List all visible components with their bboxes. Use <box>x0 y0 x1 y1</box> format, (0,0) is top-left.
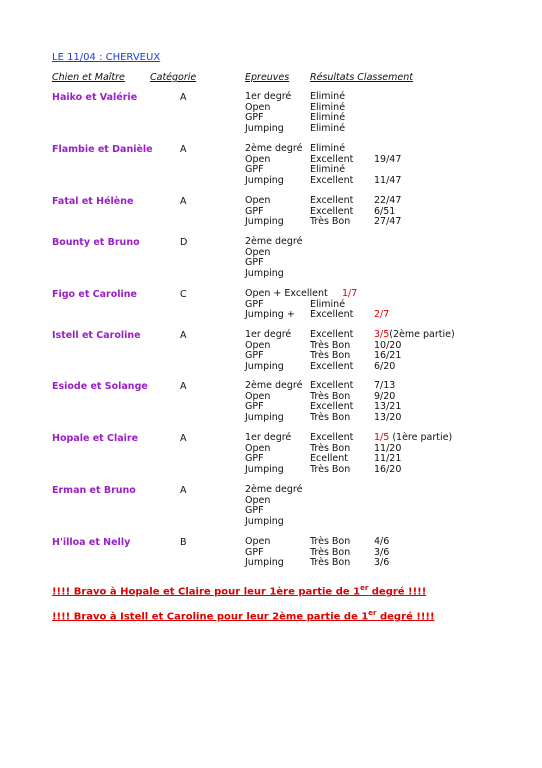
team-name: Hopale et Claire <box>52 433 139 444</box>
page-title: LE 11/04 : CHERVEUX <box>52 52 161 63</box>
result <box>310 413 353 424</box>
event-value: Open <box>245 195 271 206</box>
event-value: GPF <box>245 112 264 123</box>
result-value: Excellent <box>310 153 354 165</box>
event-column <box>245 433 291 475</box>
result-value: Très Bon <box>310 350 351 361</box>
team-category: B <box>180 537 187 548</box>
rank-note: (1ère partie) <box>389 432 453 443</box>
event <box>245 362 291 373</box>
team-name: Bounty et Bruno <box>52 237 140 248</box>
team-category: A <box>180 330 187 341</box>
result-column <box>310 330 353 372</box>
result-value: Eliminé <box>310 298 346 310</box>
result-value: Ecellent <box>310 453 348 464</box>
event-value: 2ème degré <box>245 380 303 391</box>
rank-column <box>342 289 389 321</box>
event-value: Open <box>245 494 271 506</box>
result-value: Excellent <box>310 380 354 391</box>
rank-column <box>374 196 401 228</box>
rank <box>374 465 452 476</box>
rank-note: (2ème partie) <box>389 329 455 340</box>
rank-column <box>374 330 455 372</box>
rank-value: 7/13 <box>374 380 396 391</box>
event-value: Jumping <box>245 360 284 372</box>
result-value: Excellent <box>310 174 354 186</box>
event-value: Jumping <box>245 122 284 134</box>
footer-text: !!!! Bravo à Hopale et Claire pour leur 1ère partie de 1 <box>52 586 361 598</box>
header-dog-owner: Chien et Maître <box>52 72 125 83</box>
event-value: Open <box>245 153 271 165</box>
event-value: 1er degré <box>245 91 292 102</box>
footer-text: !!!! Bravo à Istell et Caroline pour leur 2ème partie de 1 <box>52 611 369 623</box>
event-value: Open + Excellent <box>245 288 328 299</box>
rank-value: 27/47 <box>374 216 402 227</box>
rank-column <box>374 381 401 423</box>
header-category: Catégorie <box>150 72 197 83</box>
event-column <box>245 381 302 423</box>
rank <box>374 176 401 187</box>
rank-value: 3/6 <box>374 546 390 558</box>
rank-value: 6/51 <box>374 205 396 217</box>
result-value: Excellent <box>310 360 354 372</box>
team-category: A <box>180 92 187 103</box>
rank-column <box>374 433 452 475</box>
event-value: Jumping <box>245 174 284 186</box>
team-name: Erman et Bruno <box>52 485 136 496</box>
event-value: GPF <box>245 401 264 412</box>
rank-value: 2/7 <box>374 309 390 320</box>
rank-value: 10/20 <box>374 339 402 351</box>
event-value: Open <box>245 442 271 454</box>
event <box>245 269 302 280</box>
event-column <box>245 485 302 527</box>
result-value: Excellent <box>310 401 354 412</box>
team-category: A <box>180 144 187 155</box>
rank-value: 3/5 <box>374 329 390 340</box>
event <box>245 217 284 228</box>
event-value: GPF <box>245 205 264 217</box>
result-column <box>310 537 350 569</box>
event-value: Jumping <box>245 267 284 279</box>
team-name: Figo et Caroline <box>52 289 137 300</box>
event-value: 2ème degré <box>245 143 303 154</box>
team-name: Fatal et Hélène <box>52 196 134 207</box>
rank-value: 1/7 <box>342 288 358 299</box>
event <box>245 124 291 135</box>
rank-value: 6/20 <box>374 360 396 372</box>
result-value: Eliminé <box>310 143 346 154</box>
team-category: A <box>180 381 187 392</box>
result-value: Eliminé <box>310 164 346 175</box>
event-value: Jumping + <box>245 309 295 320</box>
result-value: Très Bon <box>310 216 351 227</box>
event-value: GPF <box>245 453 264 464</box>
event-column <box>245 196 284 228</box>
result-value: Eliminé <box>310 112 346 123</box>
rank <box>374 217 401 228</box>
result-value: Très Bon <box>310 390 351 402</box>
rank-value: 16/20 <box>374 463 402 475</box>
result-value: Très Bon <box>310 546 351 558</box>
rank-column <box>374 144 401 186</box>
rank-value: 9/20 <box>374 390 396 402</box>
rank-value: 4/6 <box>374 536 390 547</box>
rank-value: 1/5 <box>374 432 390 443</box>
result-value: Excellent <box>310 205 354 217</box>
result-value: Très Bon <box>310 411 351 423</box>
rank <box>374 558 389 569</box>
event-value: 2ème degré <box>245 236 303 247</box>
result <box>310 217 353 228</box>
event-column <box>245 330 291 372</box>
rank-column <box>374 537 389 569</box>
team-name: Flambie et Danièle <box>52 144 153 155</box>
event-value: Jumping <box>245 411 284 423</box>
result-column <box>310 144 353 186</box>
result <box>310 176 353 187</box>
result <box>310 124 345 135</box>
footer-sup: er <box>368 609 377 617</box>
event-value: 1er degré <box>245 329 292 340</box>
team-category: C <box>180 289 187 300</box>
event-column <box>245 92 291 134</box>
header-events: Epreuves <box>245 72 290 83</box>
rank <box>342 289 389 300</box>
result-value: Très Bon <box>310 463 351 475</box>
result-value: Très Bon <box>310 557 351 568</box>
event-value: Open <box>245 390 271 402</box>
result-value: Eliminé <box>310 122 346 134</box>
event <box>245 413 302 424</box>
rank-value: 13/21 <box>374 401 402 412</box>
event-value: Jumping <box>245 515 284 527</box>
result-column <box>310 381 353 423</box>
event-value: GPF <box>245 257 264 268</box>
event-value: 2ème degré <box>245 484 303 495</box>
event-value: Open <box>245 101 271 113</box>
event-column <box>245 237 302 279</box>
rank-value: 16/21 <box>374 350 402 361</box>
event-value: Jumping <box>245 463 284 475</box>
footer-congrats-1 <box>52 584 426 597</box>
result <box>310 362 353 373</box>
footer-congrats-2 <box>52 609 435 622</box>
result-value: Excellent <box>310 329 354 340</box>
team-category: A <box>180 485 187 496</box>
event-value: GPF <box>245 164 264 175</box>
event <box>245 465 291 476</box>
event-column <box>245 537 284 569</box>
team-name: Esiode et Solange <box>52 381 148 392</box>
result-value: Très Bon <box>310 442 351 454</box>
result-value: Excellent <box>310 432 354 443</box>
event-value: GPF <box>245 298 264 310</box>
rank-value: 22/47 <box>374 195 402 206</box>
rank-value: 11/47 <box>374 174 402 186</box>
rank-value: 19/47 <box>374 153 402 165</box>
result-value: Très Bon <box>310 339 351 351</box>
team-category: A <box>180 196 187 207</box>
result-value: Eliminé <box>310 91 346 102</box>
event <box>245 558 284 569</box>
event-value: Open <box>245 246 271 258</box>
result-value: Très Bon <box>310 536 351 547</box>
event-column <box>245 144 302 186</box>
result-value: Excellent <box>310 309 354 320</box>
result-value: Excellent <box>310 195 354 206</box>
event-value: 1er degré <box>245 432 292 443</box>
team-category: A <box>180 433 187 444</box>
result-value: Eliminé <box>310 101 346 113</box>
event-value: Open <box>245 536 271 547</box>
team-name: Haiko et Valérie <box>52 92 138 103</box>
rank <box>374 413 401 424</box>
result-column <box>310 196 353 228</box>
event <box>245 176 302 187</box>
rank-value: 11/20 <box>374 442 402 454</box>
event-value: Jumping <box>245 216 284 227</box>
rank-value: 11/21 <box>374 453 402 464</box>
event <box>245 517 302 528</box>
result-column <box>310 92 345 134</box>
footer-text: degré !!!! <box>368 586 427 598</box>
team-category: D <box>180 237 188 248</box>
rank <box>374 362 455 373</box>
event-value: Open <box>245 339 271 351</box>
rank-value: 3/6 <box>374 557 390 568</box>
header-results: Résultats Classement <box>310 72 413 83</box>
event-value: GPF <box>245 350 264 361</box>
footer-sup: er <box>360 584 369 592</box>
result <box>310 465 353 476</box>
event-value: GPF <box>245 546 264 558</box>
team-name: Istell et Caroline <box>52 330 141 341</box>
event-value: Jumping <box>245 557 284 568</box>
rank <box>374 310 389 321</box>
rank <box>374 155 401 166</box>
result <box>310 558 350 569</box>
footer-text: degré !!!! <box>376 611 435 623</box>
event-value: GPF <box>245 505 264 516</box>
team-name: H'illoa et Nelly <box>52 537 131 548</box>
rank-value: 13/20 <box>374 411 402 423</box>
result-column <box>310 433 353 475</box>
